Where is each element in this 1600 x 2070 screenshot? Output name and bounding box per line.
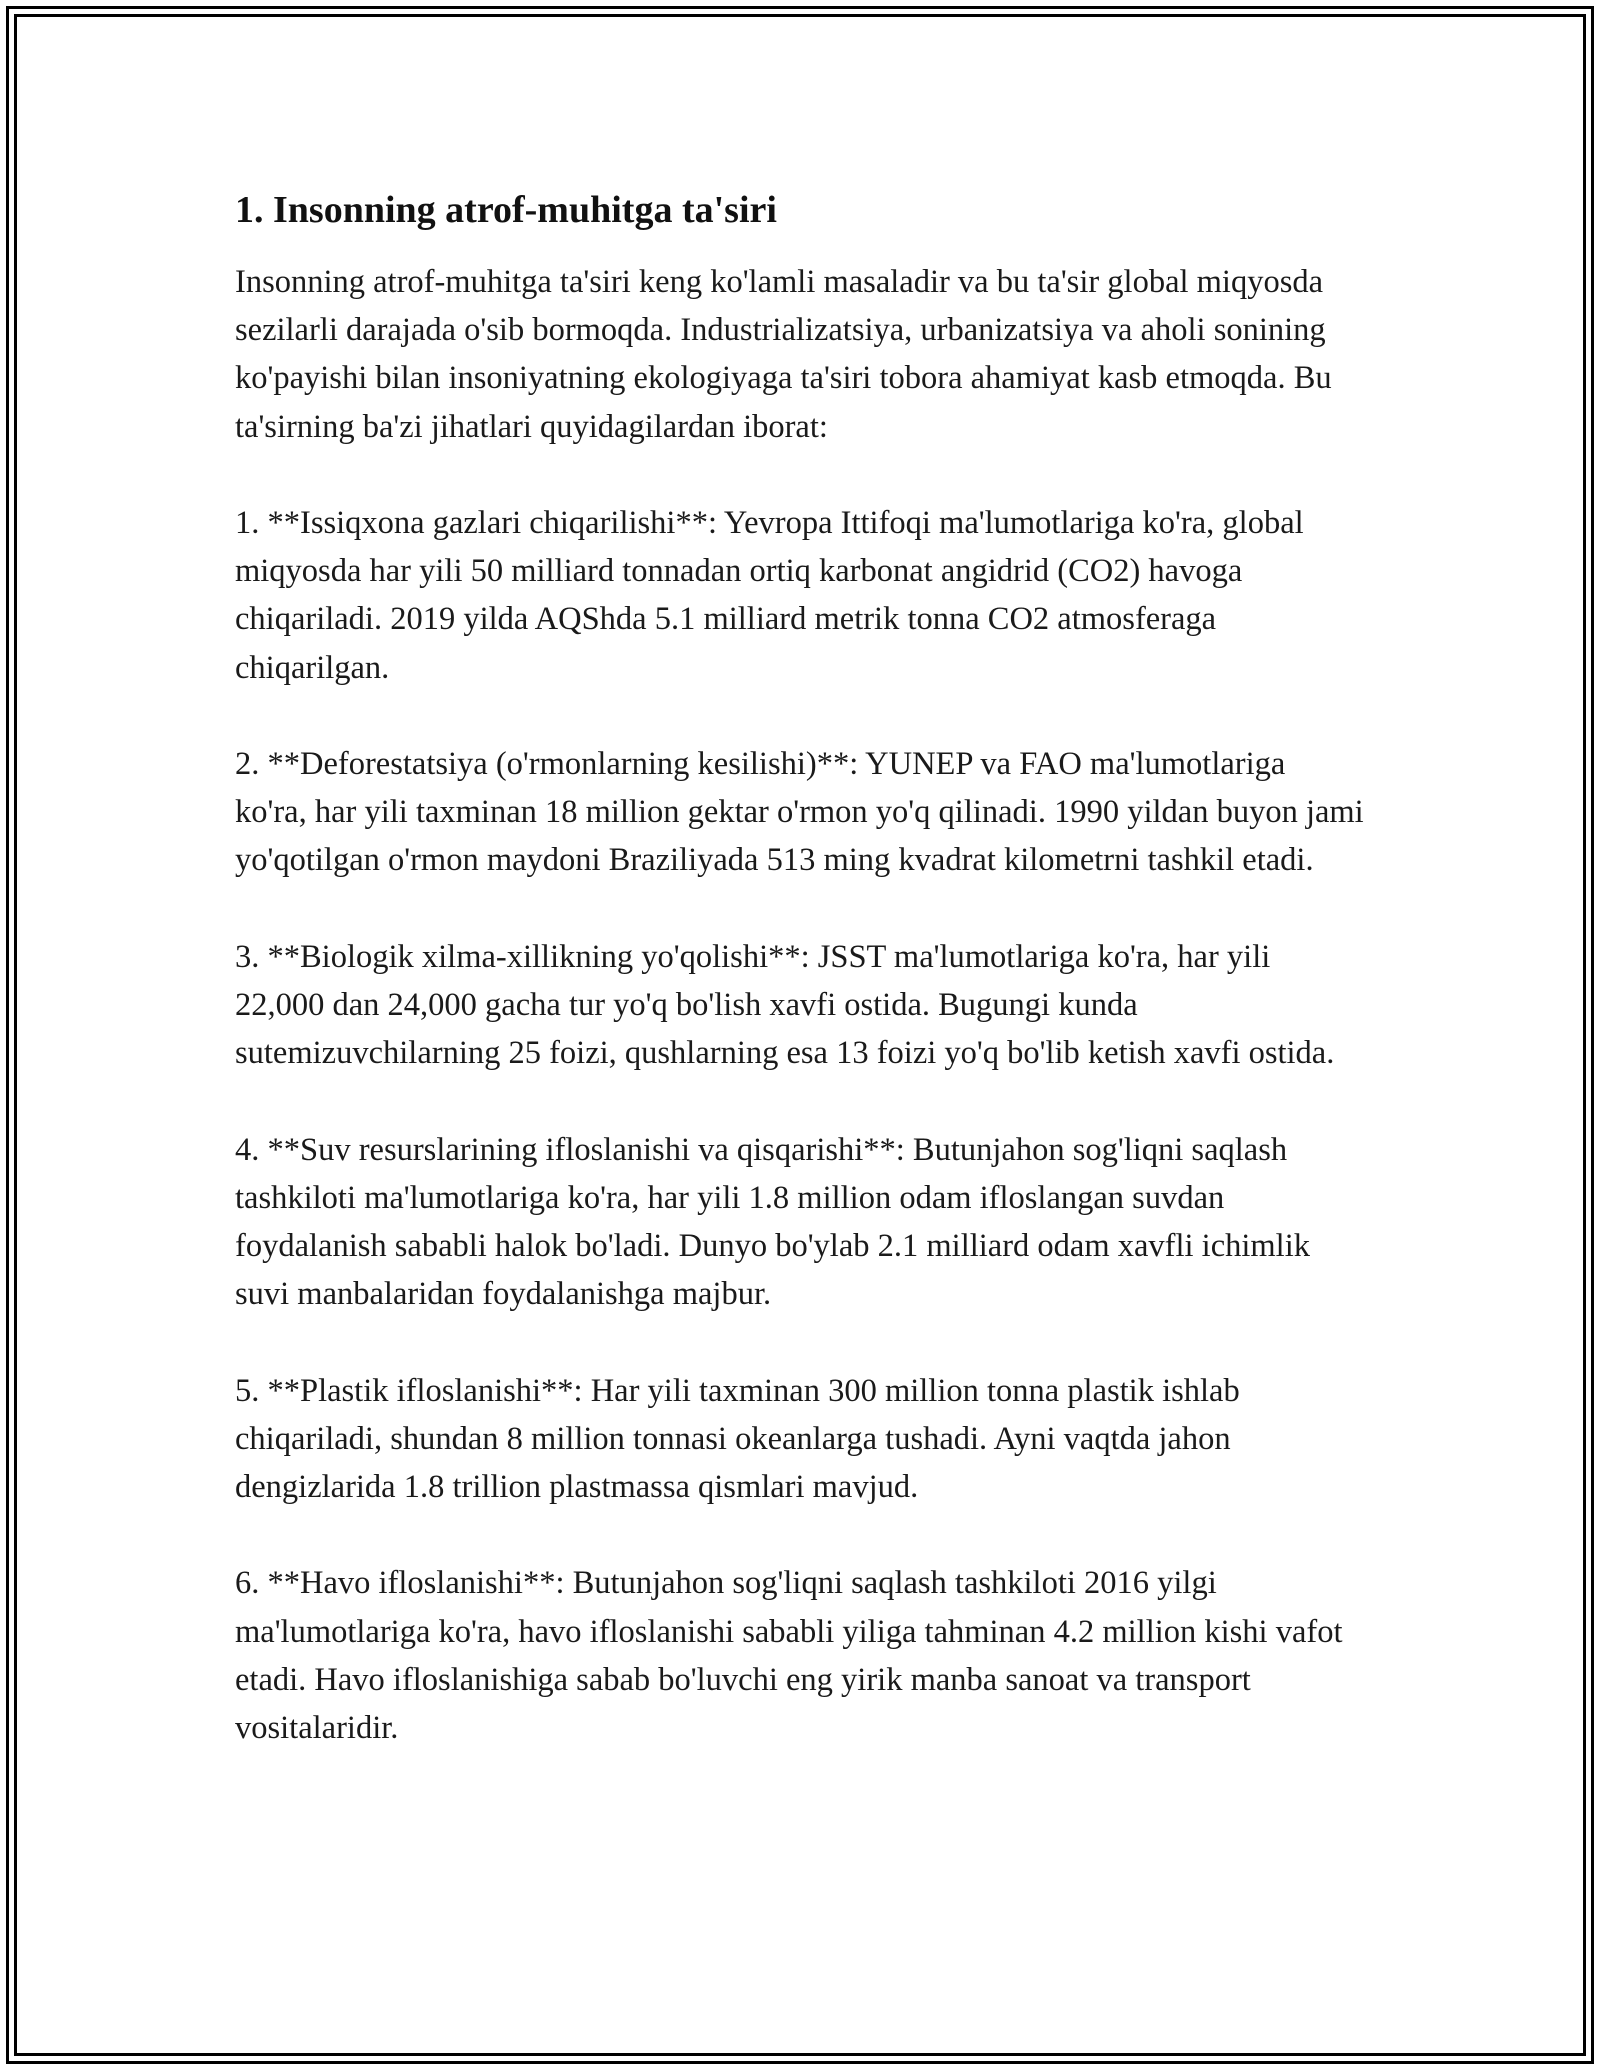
list-item-greenhouse-gases: 1. **Issiqxona gazlari chiqarilishi**: Yevropa Ittifoqi ma'lumotlariga ko'ra, global miqyosda har yili 50 milliard tonnadan ortiq karbonat angidrid (CO2) havoga chiqariladi. 2019 yilda AQShda 5.1 milliard metrik tonna CO2 atmosferaga chiqarilgan. bbox=[235, 505, 1304, 686]
intro-paragraph: Insonning atrof-muhitga ta'siri keng ko'lamli masaladir va bu ta'sir global miqyosda sezilarli darajada o'sib bormoqda. Industrializatsiya, urbanizatsiya va aholi sonining ko'payishi bilan insoniyatning ekologiyaga ta'siri tobora ahamiyat kasb etmoqda. Bu ta'sirning ba'zi jihatlari quyidagilardan iborat: bbox=[235, 264, 1332, 445]
section-heading: 1. Insonning atrof-muhitga ta'siri bbox=[235, 189, 777, 231]
list-item-deforestation: 2. **Deforestatsiya (o'rmonlarning kesilishi)**: YUNEP va FAO ma'lumotlariga ko'ra, har yili taxminan 18 million gektar o'rmon yo'q qilinadi. 1990 yildan buyon jami yo'qotilgan o'rmon maydoni Braziliyada 513 ming kvadrat kilometrni tashkil etadi. bbox=[235, 746, 1364, 879]
list-item-plastic-pollution: 5. **Plastik ifloslanishi**: Har yili taxminan 300 million tonna plastik ishlab chiqariladi, shundan 8 million tonnasi okeanlarga tushadi. Ayni vaqtda jahon dengizlarida 1.8 trillion plastmassa qismlari mavjud. bbox=[235, 1372, 1240, 1505]
list-item-water-pollution: 4. **Suv resurslarining ifloslanishi va qisqarishi**: Butunjahon sog'liqni saqlash tashkiloti ma'lumotlariga ko'ra, har yili 1.8 million odam ifloslangan suvdan foydalanish sababli halok bo'ladi. Dunyo bo'ylab 2.1 milliard odam xavfli ichimlik suvi manbalaridan foydalanishga majbur. bbox=[235, 1131, 1310, 1313]
list-item-air-pollution: 6. **Havo ifloslanishi**: Butunjahon sog'liqni saqlash tashkiloti 2016 yilgi ma'lumotlariga ko'ra, havo ifloslanishi sababli yiliga tahminan 4.2 million kishi vafot etadi. Havo ifloslanishiga sabab bo'luvchi eng yirik manba sanoat va transport vositalaridir. bbox=[235, 1565, 1343, 1746]
list-item-biodiversity-loss: 3. **Biologik xilma-xillikning yo'qolishi**: JSST ma'lumotlariga ko'ra, har yili 22,000 dan 24,000 gacha tur yo'q bo'lish xavfi ostida. Bugungi kunda sutemizuvchilarning 25 foizi, qushlarning esa 13 foizi yo'q bo'lib ketish xavfi ostida. bbox=[235, 938, 1335, 1072]
document-body bbox=[235, 186, 1365, 1800]
